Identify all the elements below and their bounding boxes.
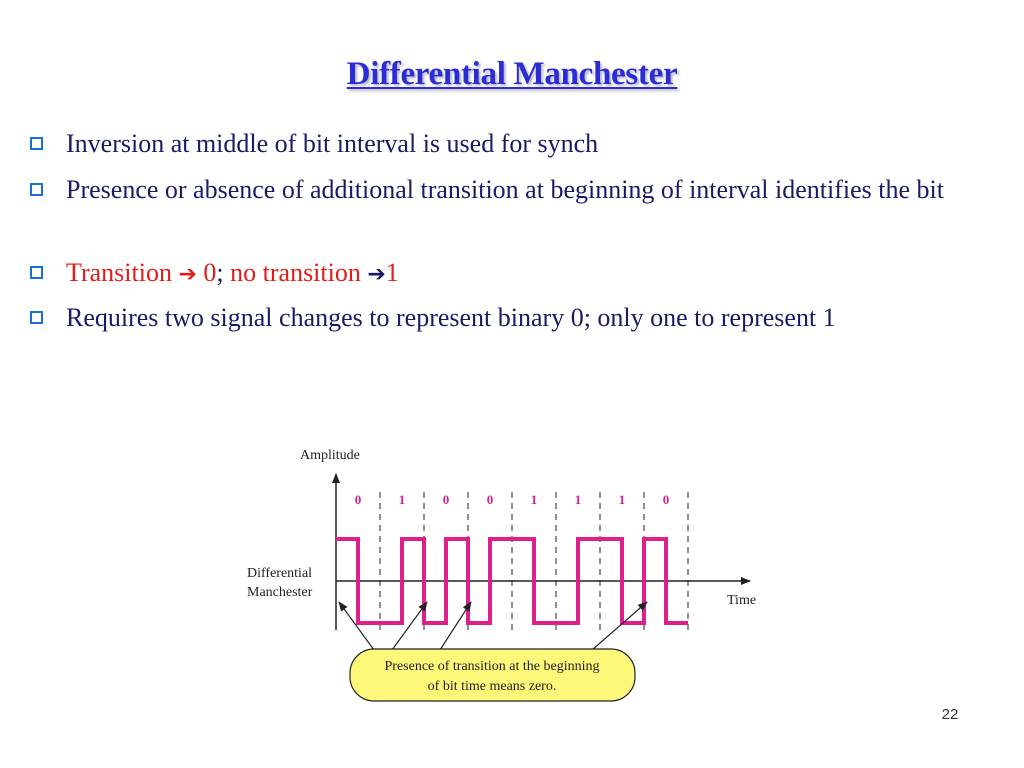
signal-label-line1: Differential [247, 566, 313, 581]
no-transition-text: no transition [223, 258, 368, 287]
bullet-text-transition [66, 255, 976, 293]
signal-label-line2: Manchester [247, 585, 313, 600]
callout-pointers [339, 602, 647, 650]
separator-text: ; [216, 258, 224, 287]
bullet-text: Inversion at middle of bit interval is used for synch [66, 129, 599, 158]
zero-text: 0 [196, 258, 217, 287]
bullet-text: Presence or absence of additional transition at beginning of interval identifies the bit [66, 175, 944, 204]
slide-title: Differential Manchester [346, 56, 678, 92]
square-bullet-icon [30, 266, 43, 279]
bit-label: 0 [486, 492, 494, 507]
amplitude-label: Amplitude [300, 448, 360, 463]
square-bullet-icon [30, 183, 43, 196]
square-bullet-icon [30, 137, 43, 150]
bit-label: 1 [618, 492, 626, 507]
square-bullet-icon [30, 311, 43, 324]
differential-manchester-diagram [240, 440, 780, 710]
bit-label: 1 [574, 492, 582, 507]
right-arrow-icon: ➔ [367, 262, 386, 287]
bit-label: 1 [398, 492, 406, 507]
callout-line1: Presence of transition at the beginning [384, 659, 600, 674]
right-arrow-icon: ➔ [178, 262, 197, 287]
bit-label: 0 [354, 492, 362, 507]
callout-pointer-arrow [392, 602, 427, 650]
bullet-text: Requires two signal changes to represent binary 0; only one to represent 1 [66, 303, 836, 332]
bit-label: 0 [662, 492, 670, 507]
slide-number: 22 [941, 706, 959, 723]
callout-line2: of bit time means zero. [427, 679, 557, 694]
one-text: 1 [385, 258, 399, 287]
transition-text: Transition [66, 258, 179, 287]
time-label: Time [727, 593, 757, 608]
bit-label: 1 [530, 492, 538, 507]
bit-label: 0 [442, 492, 450, 507]
